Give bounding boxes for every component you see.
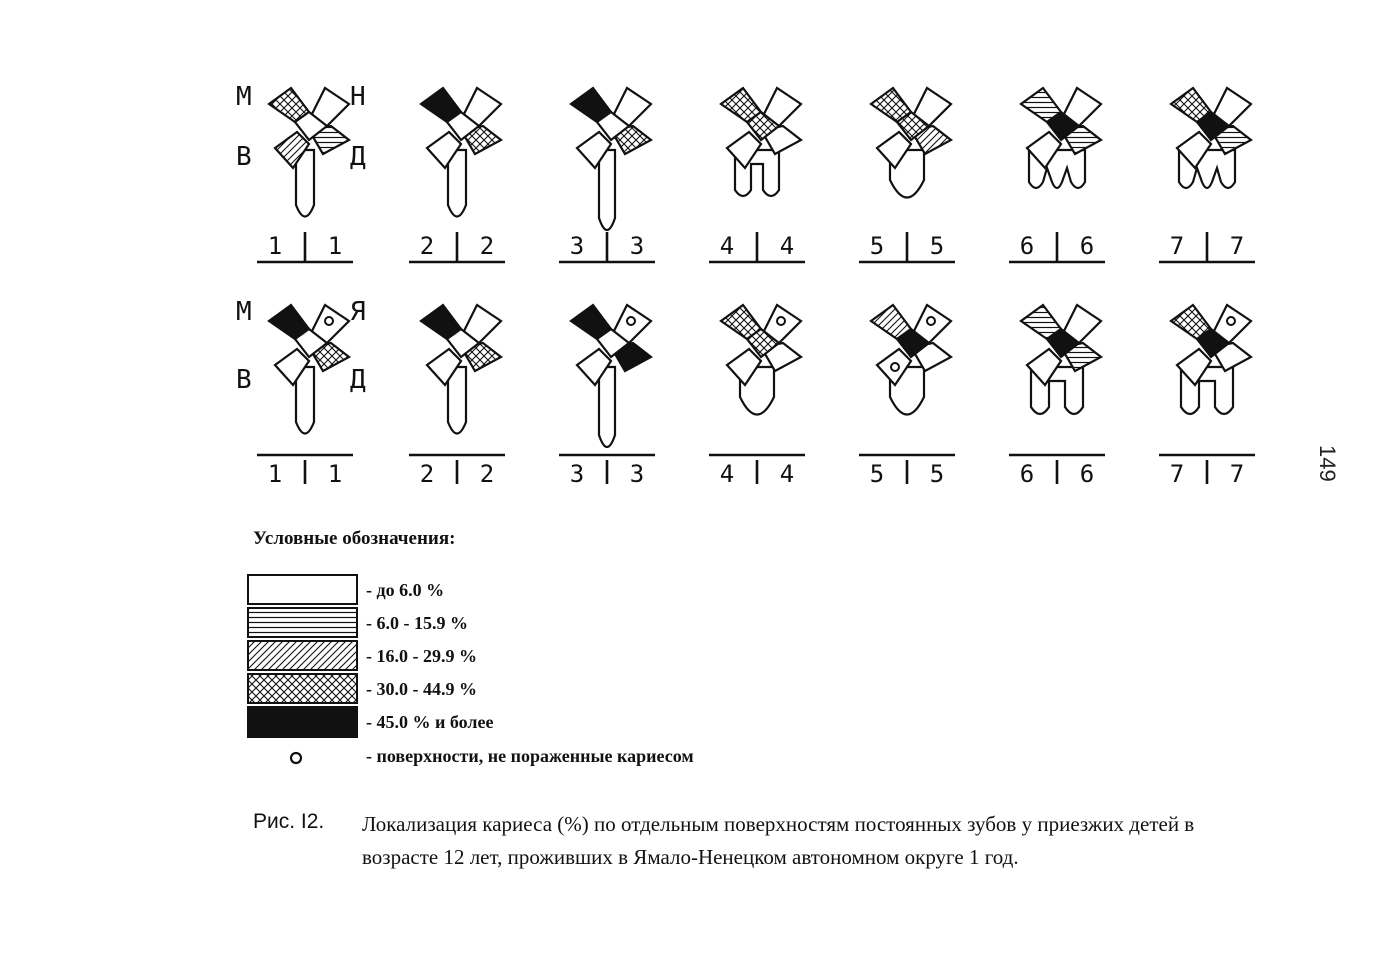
label-vestibular-upper: В	[236, 142, 252, 172]
tooth-upper-2	[421, 88, 501, 217]
tooth-number-left: 3	[569, 232, 585, 260]
tooth-number-left: 4	[719, 460, 735, 488]
tooth-lower-4	[721, 305, 801, 415]
teeth-layer	[257, 88, 1255, 488]
legend-label-solid: - 45.0 % и более	[366, 712, 494, 732]
tooth-number-left: 2	[419, 232, 435, 260]
tooth-number-right: 7	[1229, 232, 1245, 260]
tooth-number-right: 5	[929, 460, 945, 488]
tooth-number-right: 5	[929, 232, 945, 260]
healthy-surface-circle-icon	[1227, 317, 1235, 325]
tooth-lower-7	[1171, 305, 1251, 414]
tooth-number-left: 1	[267, 232, 283, 260]
tooth-number-left: 2	[419, 460, 435, 488]
legend-label-hlines: - 6.0 - 15.9 %	[366, 613, 468, 633]
tooth-number-right: 3	[629, 460, 645, 488]
tooth-number-right: 6	[1079, 232, 1095, 260]
legend-label-circle: - поверхности, не пораженные кариесом	[366, 746, 694, 766]
tooth-number-left: 7	[1169, 232, 1185, 260]
legend-label-cross: - 30.0 - 44.9 %	[366, 679, 477, 699]
legend-label-empty: - до 6.0 %	[366, 580, 445, 600]
healthy-surface-circle-icon	[627, 317, 635, 325]
label-top-right-upper: Н	[350, 82, 366, 112]
label-top-right-lower: Я	[350, 297, 366, 327]
tooth-root	[599, 367, 615, 447]
tooth-number-right: 2	[479, 232, 495, 260]
legend-swatch-empty	[248, 575, 357, 604]
legend-swatch-diag	[248, 641, 357, 670]
tooth-lower-5	[871, 305, 951, 415]
tooth-number-left: 1	[267, 460, 283, 488]
label-distal-lower: Д	[350, 365, 366, 395]
legend-title: Условные обозначения:	[253, 528, 456, 549]
tooth-upper-5	[871, 88, 951, 198]
tooth-upper-1	[269, 88, 349, 217]
tooth-root	[599, 150, 615, 230]
tooth-number-right: 4	[779, 232, 795, 260]
healthy-surface-circle-icon	[325, 317, 333, 325]
page-number: 149	[1315, 445, 1340, 482]
tooth-number-left: 7	[1169, 460, 1185, 488]
tooth-lower-3	[571, 305, 651, 447]
healthy-surface-circle-icon	[927, 317, 935, 325]
figure-label: Рис. I2.	[253, 810, 325, 833]
legend-label-diag: - 16.0 - 29.9 %	[366, 646, 477, 666]
tooth-number-right: 7	[1229, 460, 1245, 488]
label-vestibular-lower: В	[236, 365, 252, 395]
tooth-number-right: 1	[327, 460, 343, 488]
tooth-lower-2	[421, 305, 501, 434]
tooth-number-right: 2	[479, 460, 495, 488]
tooth-number-right: 4	[779, 460, 795, 488]
legend-swatches	[248, 575, 357, 763]
tooth-number-left: 6	[1019, 232, 1035, 260]
tooth-upper-4	[721, 88, 801, 196]
tooth-number-left: 3	[569, 460, 585, 488]
healthy-surface-circle-icon	[777, 317, 785, 325]
label-mesial-upper: М	[236, 82, 252, 112]
tooth-upper-7	[1171, 88, 1251, 188]
tooth-number-right: 1	[327, 232, 343, 260]
tooth-upper-6	[1021, 88, 1101, 188]
legend-swatch-hlines	[248, 608, 357, 637]
tooth-number-left: 6	[1019, 460, 1035, 488]
tooth-number-left: 5	[869, 232, 885, 260]
tooth-number-left: 5	[869, 460, 885, 488]
legend-circle-icon	[291, 753, 301, 763]
tooth-number-left: 4	[719, 232, 735, 260]
tooth-lower-1	[269, 305, 349, 434]
tooth-lower-6	[1021, 305, 1101, 414]
healthy-surface-circle-icon	[891, 363, 899, 371]
legend-swatch-cross	[248, 674, 357, 703]
tooth-number-right: 3	[629, 232, 645, 260]
tooth-number-right: 6	[1079, 460, 1095, 488]
legend-swatch-solid	[248, 707, 357, 737]
tooth-upper-3	[571, 88, 651, 230]
figure-caption: Локализация кариеса (%) по отдельным поверхностям постоянных зубов у приезжих детей в возрасте 12 лет, проживших в Ямало-Ненецком автономном округе 1 год.	[362, 812, 1195, 869]
label-mesial-lower: М	[236, 297, 252, 327]
label-distal-upper: Д	[350, 142, 366, 172]
